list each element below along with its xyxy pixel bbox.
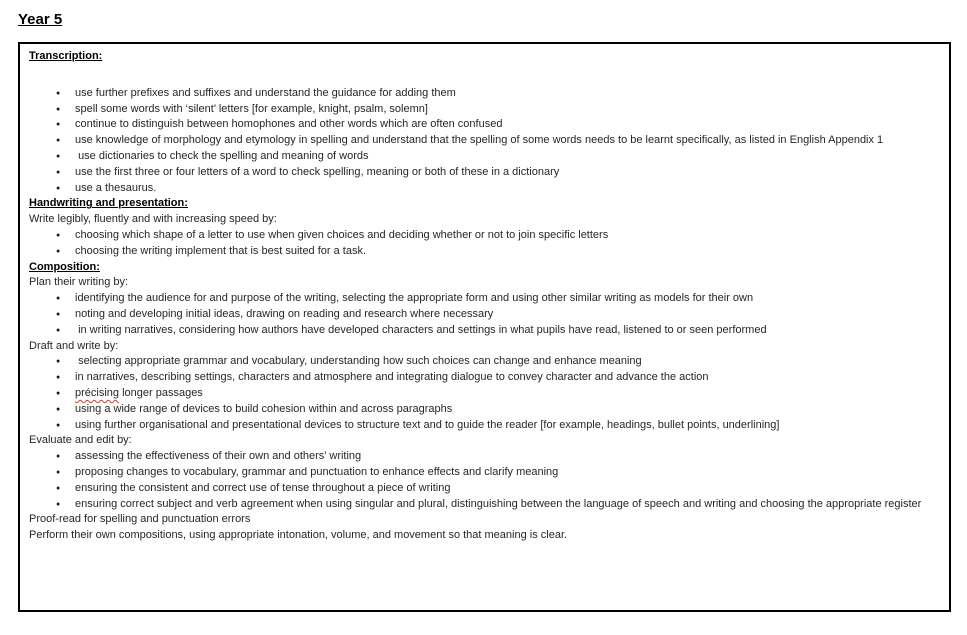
list-item <box>29 323 940 339</box>
list-item <box>29 465 940 481</box>
bullet-text: selecting appropriate grammar and vocabulary, understanding how such choices can change and enhance meaning <box>75 355 642 368</box>
bullet-text: in narratives, describing settings, characters and atmosphere and integrating dialogue to convey character and advance the action <box>75 371 709 384</box>
list-item <box>29 86 940 102</box>
bullet-text: use dictionaries to check the spelling and meaning of words <box>75 149 369 162</box>
list-item <box>29 402 940 418</box>
list-item <box>29 149 940 165</box>
bullet-text: spell some words with ‘silent’ letters [for example, knight, psalm, solemn] <box>75 102 428 115</box>
bullet-text: assessing the effectiveness of their own and others’ writing <box>75 450 362 463</box>
bullet-text: identifying the audience for and purpose of the writing, selecting the appropriate form and using other similar writing as models for their own <box>75 292 754 305</box>
plan-bullet-list <box>29 291 940 338</box>
bullet-text: longer passages <box>119 386 203 399</box>
list-item <box>29 386 940 402</box>
blank-line <box>29 65 940 86</box>
intro-paragraph: Evaluate and edit by: <box>29 434 132 447</box>
list-item <box>29 370 940 386</box>
list-item <box>29 117 940 133</box>
bullet-text: use a thesaurus. <box>75 181 157 194</box>
transcription-bullet-list <box>29 86 940 197</box>
misspelled-word: précising <box>75 386 120 399</box>
section-heading-transcription: Transcription: <box>29 50 103 62</box>
intro-paragraph: Write legibly, fluently and with increasing speed by: <box>29 213 277 226</box>
handwriting-bullet-list <box>29 228 940 260</box>
section-heading-handwriting: Handwriting and presentation: <box>29 197 188 210</box>
list-item <box>29 354 940 370</box>
closing-paragraph: Proof-read for spelling and punctuation errors <box>29 513 251 526</box>
list-item <box>29 481 940 497</box>
bullet-text: ensuring correct subject and verb agreement when using singular and plural, distinguishing between the language of speech and writing and choosing the appropriate register <box>75 497 922 510</box>
list-item <box>29 307 940 323</box>
list-item <box>29 228 940 244</box>
draft-bullet-list <box>29 354 940 433</box>
intro-paragraph: Plan their writing by: <box>29 276 129 289</box>
bullet-text: using further organisational and presentational devices to structure text and to guide the reader [for example, headings, bullet points, underlining] <box>75 418 780 431</box>
closing-paragraph: Perform their own compositions, using appropriate intonation, volume, and movement so that meaning is clear. <box>29 529 568 542</box>
list-item <box>29 165 940 181</box>
list-item <box>29 102 940 118</box>
list-item <box>29 133 940 149</box>
bullet-text: noting and developing initial ideas, drawing on reading and research where necessary <box>75 307 494 320</box>
list-item <box>29 181 940 197</box>
section-heading-composition: Composition: <box>29 260 100 273</box>
list-item <box>29 449 940 465</box>
content-box <box>18 42 951 612</box>
evaluate-bullet-list <box>29 449 940 512</box>
bullet-text: choosing which shape of a letter to use when given choices and deciding whether or not to join specific letters <box>75 228 609 241</box>
list-item <box>29 244 940 260</box>
intro-paragraph: Draft and write by: <box>29 339 119 352</box>
page-title: Year 5 <box>18 11 63 28</box>
bullet-text: use knowledge of morphology and etymology in spelling and understand that the spelling of some words needs to be learnt specifically, as listed in English Appendix 1 <box>75 134 884 147</box>
list-item <box>29 418 940 434</box>
bullet-text: use the first three or four letters of a word to check spelling, meaning or both of these in a dictionary <box>75 165 560 178</box>
list-item <box>29 291 940 307</box>
bullet-text: use further prefixes and suffixes and understand the guidance for adding them <box>75 86 456 99</box>
list-item <box>29 497 940 513</box>
bullet-text: continue to distinguish between homophones and other words which are often confused <box>75 118 503 131</box>
bullet-text: using a wide range of devices to build cohesion within and across paragraphs <box>75 402 453 415</box>
bullet-text: proposing changes to vocabulary, grammar and punctuation to enhance effects and clarify meaning <box>75 465 559 478</box>
bullet-text: in writing narratives, considering how authors have developed characters and settings in what pupils have read, listened to or seen performed <box>75 323 767 336</box>
bullet-text: choosing the writing implement that is best suited for a task. <box>75 244 367 257</box>
bullet-text: ensuring the consistent and correct use of tense throughout a piece of writing <box>75 481 451 494</box>
